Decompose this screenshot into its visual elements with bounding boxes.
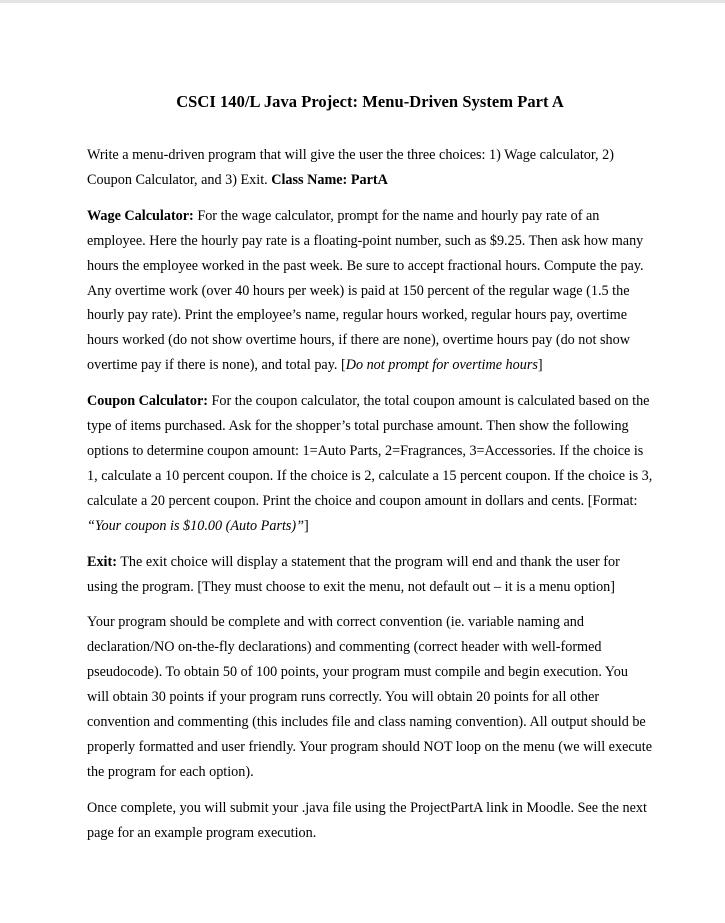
submission-paragraph: Once complete, you will submit your .java file using the ProjectPartA link in Moodle. See the next page for an example program execution. (87, 799, 647, 841)
coupon-calculator-paragraph (87, 389, 653, 538)
coupon-calculator-close: ] (304, 517, 309, 534)
document-title: CSCI 140/L Java Project: Menu-Driven System Part A (176, 92, 564, 111)
exit-paragraph (87, 550, 653, 600)
coupon-format-example: “Your coupon is $10.00 (Auto Parts)” (87, 517, 305, 534)
coupon-calculator-text: For the coupon calculator, the total coupon amount is calculated based on the type of items purchased. Ask for the shopper’s total purchase amount. Then show the following options to determine coupon amount: 1=Auto Parts, 2=Fragrances, 3=Accessories. If the choice is 1, calculate a 10 percent coupon. If the choice is 2, calculate a 15 percent coupon. If the choice is 3, calculate a 20 percent coupon. Print the choice and coupon amount in dollars and cents. [Format: (87, 393, 653, 509)
class-name-label: Class Name: PartA (271, 171, 388, 188)
exit-heading: Exit: (87, 553, 117, 570)
wage-calculator-note: Do not prompt for overtime hours (345, 357, 538, 374)
page-top-border (0, 0, 725, 3)
intro-text: Write a menu-driven program that will give the user the three choices: 1) Wage calculator, 2) Coupon Calculator, and 3) Exit. (87, 147, 614, 188)
intro-paragraph (87, 143, 653, 193)
document-page (87, 92, 653, 857)
coupon-calculator-heading: Coupon Calculator: (87, 393, 208, 410)
wage-calculator-heading: Wage Calculator: (87, 207, 194, 224)
requirements-paragraph: Your program should be complete and with correct convention (ie. variable naming and declaration/NO on-the-fly declarations) and commenting (correct header with well-formed pseudocode). To obtain 50 of 100 points, your program must compile and begin execution. You will obtain 30 points if your program runs correctly. You will obtain 20 points for all other convention and commenting (this includes file and class naming convention). All output should be properly formatted and user friendly. Your program should NOT loop on the menu (we will execute the program for each option). (87, 614, 653, 780)
wage-calculator-paragraph (87, 204, 653, 378)
wage-calculator-close: ] (537, 357, 543, 374)
wage-calculator-text: For the wage calculator, prompt for the name and hourly pay rate of an employee. Here the hourly pay rate is a floating-point number, such as $9.25. Then ask how many hours the employee worked in the past week. Be sure to accept fractional hours. Compute the pay. Any overtime work (over 40 hours per week) is paid at 150 percent of the regular wage (1.5 the hourly pay rate). Print the employee’s name, regular hours worked, regular hours pay, overtime hours worked (do not show overtime hours, if there are none), overtime hours pay (do not show overtime pay if there is none), and total pay. [ (87, 207, 644, 374)
exit-text: The exit choice will display a statement that the program will end and thank the user for using the program. [They must choose to exit the menu, not default out – it is a menu option] (87, 553, 620, 595)
